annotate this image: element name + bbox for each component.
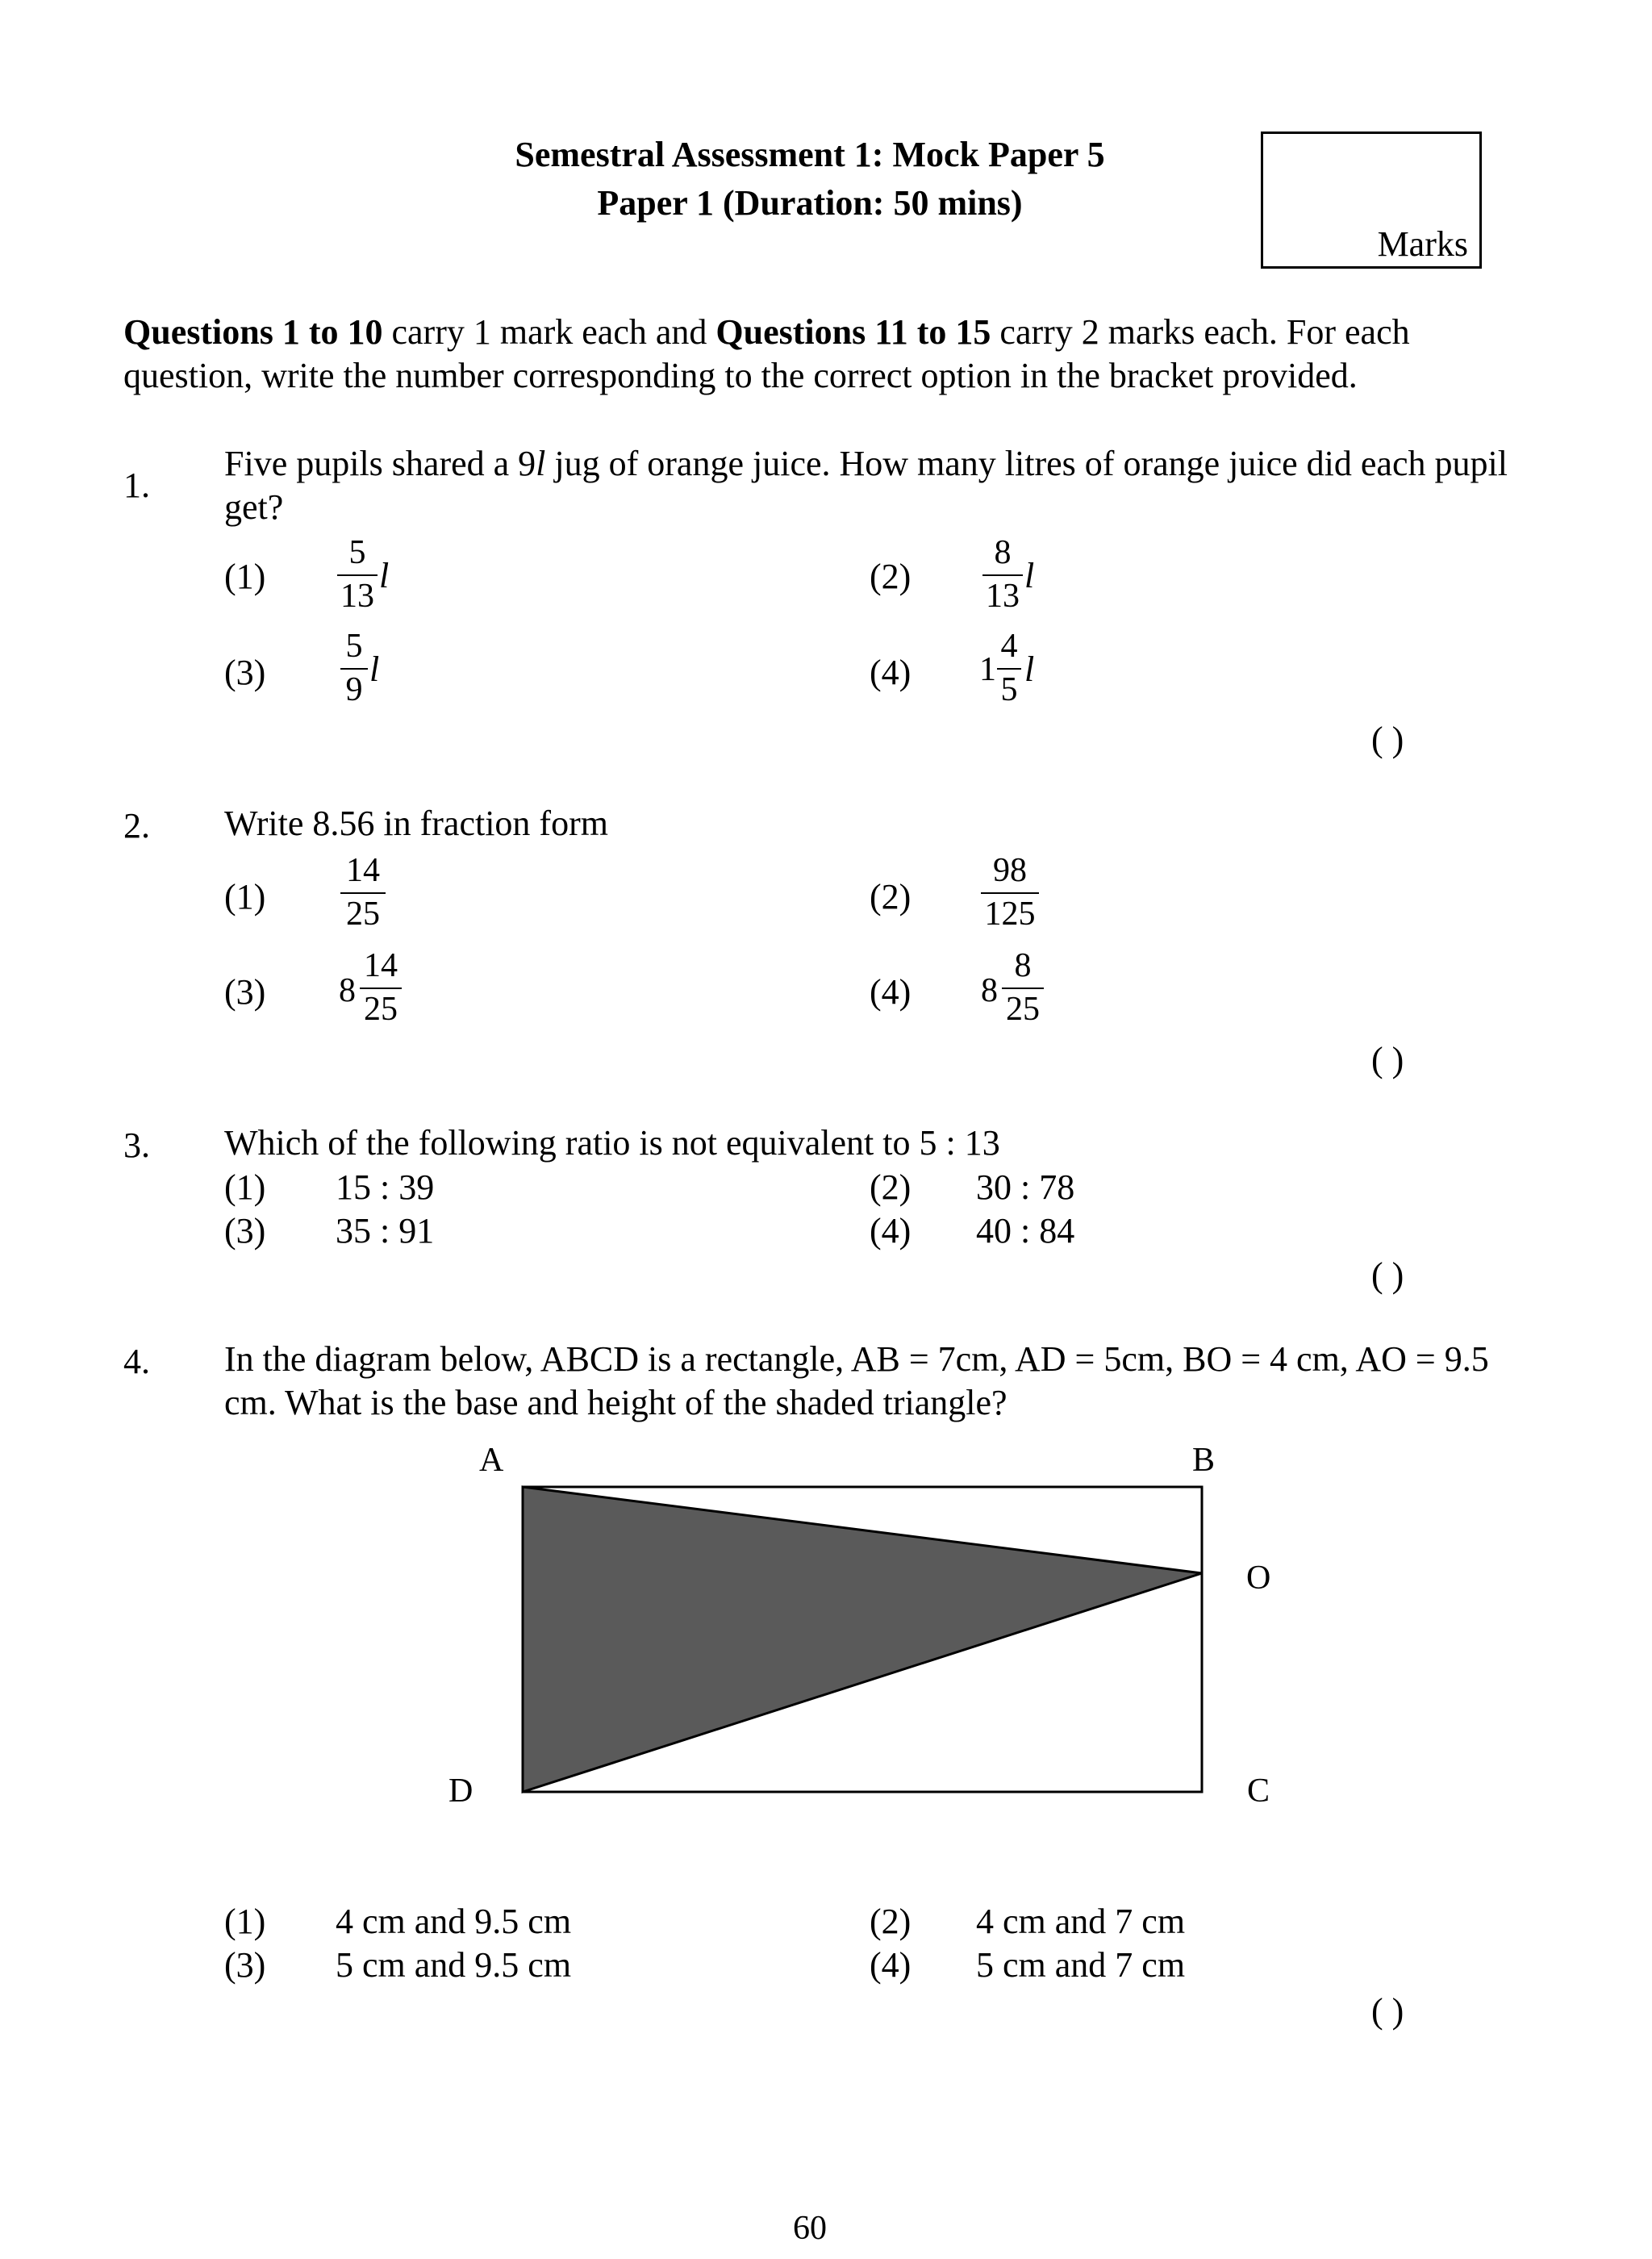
option-label: (4) (870, 653, 912, 692)
option-label: (1) (224, 1167, 266, 1207)
option-label: (4) (870, 1211, 912, 1251)
point-label-o: O (1246, 1560, 1271, 1597)
instructions-range-1: Questions 1 to 10 (123, 312, 383, 352)
option-value: 15 : 39 (336, 1167, 435, 1207)
fraction-whole: 1 (979, 651, 996, 688)
fraction-whole: 8 (339, 972, 356, 1009)
instructions-text-2: carry 2 marks each. For each question, write the number corresponding to the correct option in the bracket provided. (123, 312, 1410, 395)
page-number: 60 (793, 2210, 827, 2247)
vertex-label-a: A (479, 1442, 504, 1479)
question-number: 3. (123, 1125, 150, 1165)
fraction-denominator: 13 (340, 578, 374, 615)
option-label: (2) (870, 877, 912, 917)
question-text-part: Five pupils shared a 9 (224, 444, 536, 483)
fraction-numerator: 8 (1014, 947, 1032, 984)
fraction-numerator: 5 (348, 534, 366, 571)
fraction-numerator: 4 (1000, 628, 1018, 665)
question-text: In the diagram below, ABCD is a rectangle, AB = 7cm, AD = 5cm, BO = 4 cm, AO = 9.5 cm. What is the base and height of the shaded triangle? (224, 1339, 1489, 1422)
option-label: (1) (224, 1902, 266, 1941)
option-value: 40 : 84 (976, 1211, 1075, 1251)
option-value: 5 cm and 7 cm (976, 1945, 1186, 1985)
question-number: 2. (123, 806, 150, 846)
option-label: (3) (224, 1945, 266, 1985)
option-label: (2) (870, 1167, 912, 1207)
fraction-numerator: 98 (993, 852, 1027, 889)
fraction-denominator: 25 (1006, 991, 1040, 1028)
fraction-denominator: 25 (346, 896, 380, 933)
litre-unit: l (1024, 556, 1035, 595)
question-text-part: jug of orange juice. How many litres of orange juice did each pupil get? (224, 444, 1508, 527)
question-text: Write 8.56 in fraction form (224, 804, 608, 843)
marks-label: Marks (1377, 224, 1468, 264)
option-value: 4 cm and 7 cm (976, 1902, 1186, 1941)
option-label: (2) (870, 557, 912, 596)
answer-bracket[interactable]: ( ) (1371, 720, 1404, 759)
instructions-range-2: Questions 11 to 15 (715, 312, 991, 352)
litre-unit: l (369, 649, 380, 689)
paper-title: Semestral Assessment 1: Mock Paper 5 (515, 135, 1105, 174)
option-label: (3) (224, 972, 266, 1012)
question-text: Which of the following ratio is not equivalent to 5 : 13 (224, 1123, 1000, 1163)
fraction-denominator: 25 (364, 991, 398, 1028)
option-label: (4) (870, 972, 912, 1012)
option-label: (4) (870, 1945, 912, 1985)
option-value: 35 : 91 (336, 1211, 435, 1251)
fraction-denominator: 5 (1000, 671, 1018, 708)
paper-subtitle: Paper 1 (Duration: 50 mins) (597, 183, 1023, 223)
option-label: (3) (224, 1211, 266, 1251)
vertex-label-b: B (1192, 1442, 1216, 1479)
question-number: 1. (123, 466, 150, 505)
litre-unit: l (379, 556, 390, 595)
option-value: 4 cm and 9.5 cm (336, 1902, 572, 1941)
fraction-numerator: 14 (364, 947, 398, 984)
option-label: (1) (224, 877, 266, 917)
fraction-numerator: 8 (994, 534, 1012, 571)
vertex-label-d: D (448, 1773, 473, 1810)
litre-unit: l (1024, 649, 1035, 689)
fraction-denominator: 13 (986, 578, 1020, 615)
question-number: 4. (123, 1342, 150, 1381)
fraction-denominator: 125 (984, 896, 1036, 933)
option-label: (1) (224, 557, 266, 596)
answer-bracket[interactable]: ( ) (1371, 1040, 1404, 1079)
option-label: (3) (224, 653, 266, 692)
instructions-text-1: carry 1 mark each and (382, 312, 716, 352)
litre-unit: l (536, 444, 546, 483)
fraction-whole: 8 (981, 972, 998, 1009)
option-value: 5 cm and 9.5 cm (336, 1945, 572, 1985)
option-label: (2) (870, 1902, 912, 1941)
option-value: 30 : 78 (976, 1167, 1075, 1207)
fraction-numerator: 5 (345, 628, 363, 665)
vertex-label-c: C (1247, 1773, 1270, 1810)
answer-bracket[interactable]: ( ) (1371, 1991, 1404, 2031)
fraction-numerator: 14 (346, 852, 380, 889)
fraction-denominator: 9 (345, 671, 363, 708)
answer-bracket[interactable]: ( ) (1371, 1255, 1404, 1295)
shaded-triangle (523, 1487, 1202, 1792)
